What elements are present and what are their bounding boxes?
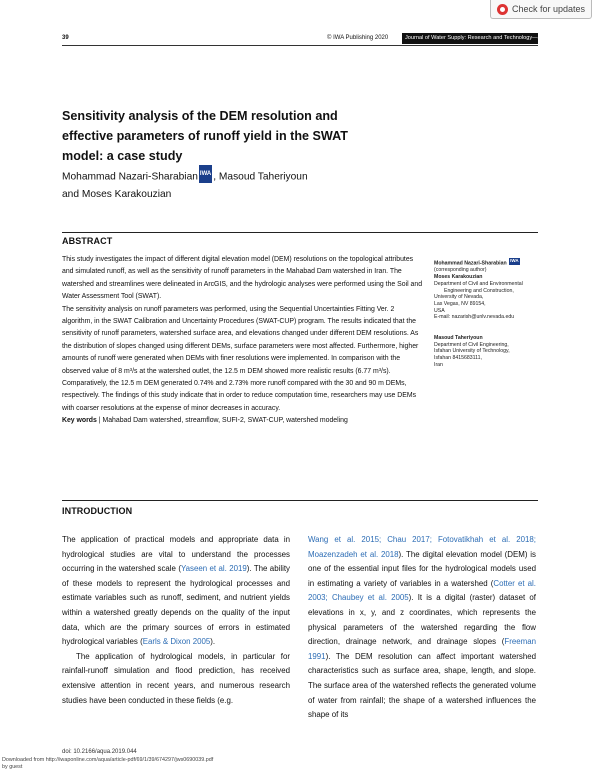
affiliation-author: Mohammad Nazari-Sharabian bbox=[434, 260, 507, 267]
abstract-heading: ABSTRACT bbox=[62, 236, 113, 246]
citation-link[interactable]: Wang et al. 2015; Chau 2017; Fotovatikhah et al. 2018; Moazenzadeh et al. 2018 bbox=[308, 535, 536, 559]
text-run: ). The digital elevation model (DEM) is one of the essential input files for the hydrological models used in estimating a variety of variables in a watershed ( bbox=[308, 549, 536, 588]
affiliation-line: Las Vegas, NV 89154, bbox=[434, 300, 486, 307]
affiliation-line: Iran bbox=[434, 361, 443, 368]
citation-link[interactable]: Yaseen et al. 2019 bbox=[180, 564, 247, 574]
keywords-text: | Mahabad Dam watershed, streamflow, SUFI-2, SWAT-CUP, watershed modeling bbox=[96, 417, 348, 425]
citation-link[interactable]: Freeman 1991 bbox=[308, 637, 536, 661]
download-guest: by guest bbox=[2, 763, 23, 770]
corresponding-note: (corresponding author) bbox=[434, 267, 487, 274]
copyright-notice: © IWA Publishing 2020 bbox=[327, 35, 389, 41]
intro-paragraph: The application of hydrological models, in particular for rainfall-runoff simulation and flood prediction, has received extensive attention in recent years, and numerous research studies have been conducted in these fields (e.g. bbox=[62, 651, 290, 705]
affiliation-line: Isfahan University of Technology, bbox=[434, 348, 510, 355]
header-rule bbox=[62, 45, 538, 46]
introduction-heading: INTRODUCTION bbox=[62, 506, 133, 516]
citation-link[interactable]: Earls & Dixon 2005 bbox=[142, 637, 211, 647]
affiliation-line: Engineering and Construction, bbox=[444, 287, 514, 294]
affiliation-line: University of Nevada, bbox=[434, 294, 484, 301]
introduction-top-rule bbox=[62, 500, 538, 501]
text-run: ). bbox=[210, 637, 216, 647]
keywords-label: Key words bbox=[62, 417, 97, 425]
affiliation-block bbox=[434, 335, 534, 369]
text-run: ). The ability of these models to represent the hydrological processes and estimate variables such as runoff, sediment, and nutrient yields within a watershed greatly depends on the quality of the input data, which are the primary sources of errors in estimated hydrological variables ( bbox=[62, 564, 290, 647]
intro-paragraph bbox=[308, 533, 536, 723]
author-name: Mohammad Nazari-Sharabian bbox=[62, 171, 198, 183]
intro-right-column bbox=[308, 533, 536, 723]
doi-link[interactable]: doi: 10.2166/aqua.2019.044 bbox=[62, 749, 137, 755]
paper-title: Sensitivity analysis of the DEM resolution and effective parameters of runoff yield in the SWAT model: a case study bbox=[62, 109, 348, 163]
intro-left-column bbox=[62, 533, 290, 708]
abstract-paragraph: This study investigates the impact of different digital elevation model (DEM) resolutions on the topological attributes and simulated runoff, as well as the sensitivity of runoff parameters in the Mahabad Dam watershed in Iran. The watershed and streamlines were delineated in ArcGIS, and the hydrologic analyses were performed using the Soil and Water Assessment Tool (SWAT). bbox=[62, 256, 423, 301]
running-header bbox=[62, 33, 586, 44]
page-number: 39 bbox=[62, 35, 69, 41]
iwa-member-badge-icon: IWA bbox=[510, 258, 519, 263]
intro-paragraph bbox=[62, 533, 290, 650]
download-url[interactable]: Downloaded from http://iwaponline.com/aqua/article-pdf/69/1/39/674297/jws0690039.pdf bbox=[2, 757, 214, 763]
keywords bbox=[62, 415, 424, 427]
affiliation-author: Moses Karakouzian bbox=[434, 274, 483, 281]
citation-link[interactable]: Cotter et al. 2003; Chaubey et al. 2005 bbox=[308, 578, 536, 603]
abstract-body bbox=[62, 254, 424, 428]
abstract-paragraph: The sensitivity analysis on runoff parameters was performed, using the Sequential Uncertainties Fitting Ver. 2 algorithm, in the SWAT Calibration and Uncertainty Procedures (SWAT-CUP) program. The results indicated that the sensitivity of runoff parameters, watershed surface area, and elevations changed under different DEM resolutions. As the distribution of slopes changed using different DEMs, surface parameters were most affected. Furthermore, higher amounts of runoff were generated when DEMs with finer resolutions were implemented. In comparison with the observed value of 8 m³/s at the watershed outlet, the 12.5 m DEM showed more realistic results (6.77 m³/s). Comparatively, the 12.5 m DEM generated 0.74% and 2.73% more runoff compared with the 30 and 90 m DEMs, respectively. The findings of this study indicate that in order to reduce computation time, researchers may use DEMs with coarser resolutions at the expense of minor decreases in accuracy. bbox=[62, 305, 419, 412]
author-list bbox=[62, 165, 382, 204]
update-icon bbox=[497, 4, 508, 15]
text-run: The application of practical models and appropriate data in hydrological studies are vital to understand the processes occurring in the watershed scale ( bbox=[62, 535, 290, 574]
journal-banner: Journal of Water Supply: Research and Technology—AQUA | 69.1 | 2020 bbox=[402, 33, 538, 44]
check-for-updates-button[interactable] bbox=[490, 0, 592, 19]
affiliation-line: Department of Civil Engineering, bbox=[434, 341, 509, 348]
download-notice bbox=[2, 757, 213, 770]
affiliation-line: Department of Civil and Environmental bbox=[434, 280, 523, 287]
check-for-updates-label: Check for updates bbox=[511, 4, 585, 14]
author-name: and Moses Karakouzian bbox=[62, 189, 172, 201]
affiliation-block bbox=[434, 258, 534, 321]
iwa-member-badge-icon: IWA bbox=[199, 165, 212, 183]
affiliation-line: USA bbox=[434, 307, 445, 314]
text-run: ). It is a digital (raster) dataset of elevations in x, y, and z coordinates, which represents the physical parameters of the watershed regarding the flow direction, drainage network, and drainage slopes ( bbox=[308, 593, 536, 647]
abstract-top-rule bbox=[62, 232, 538, 233]
affiliation-author: Masoud Taheriyoun bbox=[434, 335, 483, 341]
email-link[interactable]: E-mail: nazarish@unlv.nevada.edu bbox=[434, 314, 515, 321]
affiliation-line: Isfahan 8415683111, bbox=[434, 355, 482, 362]
text-run: ). The DEM resolution can affect important watershed characteristics such as surface area, shape, length, and slope. The surface area of the watershed reflects the generated volume of water from rainfall; the shape of a watershed influences the shape of its bbox=[308, 651, 536, 720]
author-name: , Masoud Taheriyoun bbox=[213, 171, 308, 183]
affiliation-author-line bbox=[434, 258, 534, 267]
